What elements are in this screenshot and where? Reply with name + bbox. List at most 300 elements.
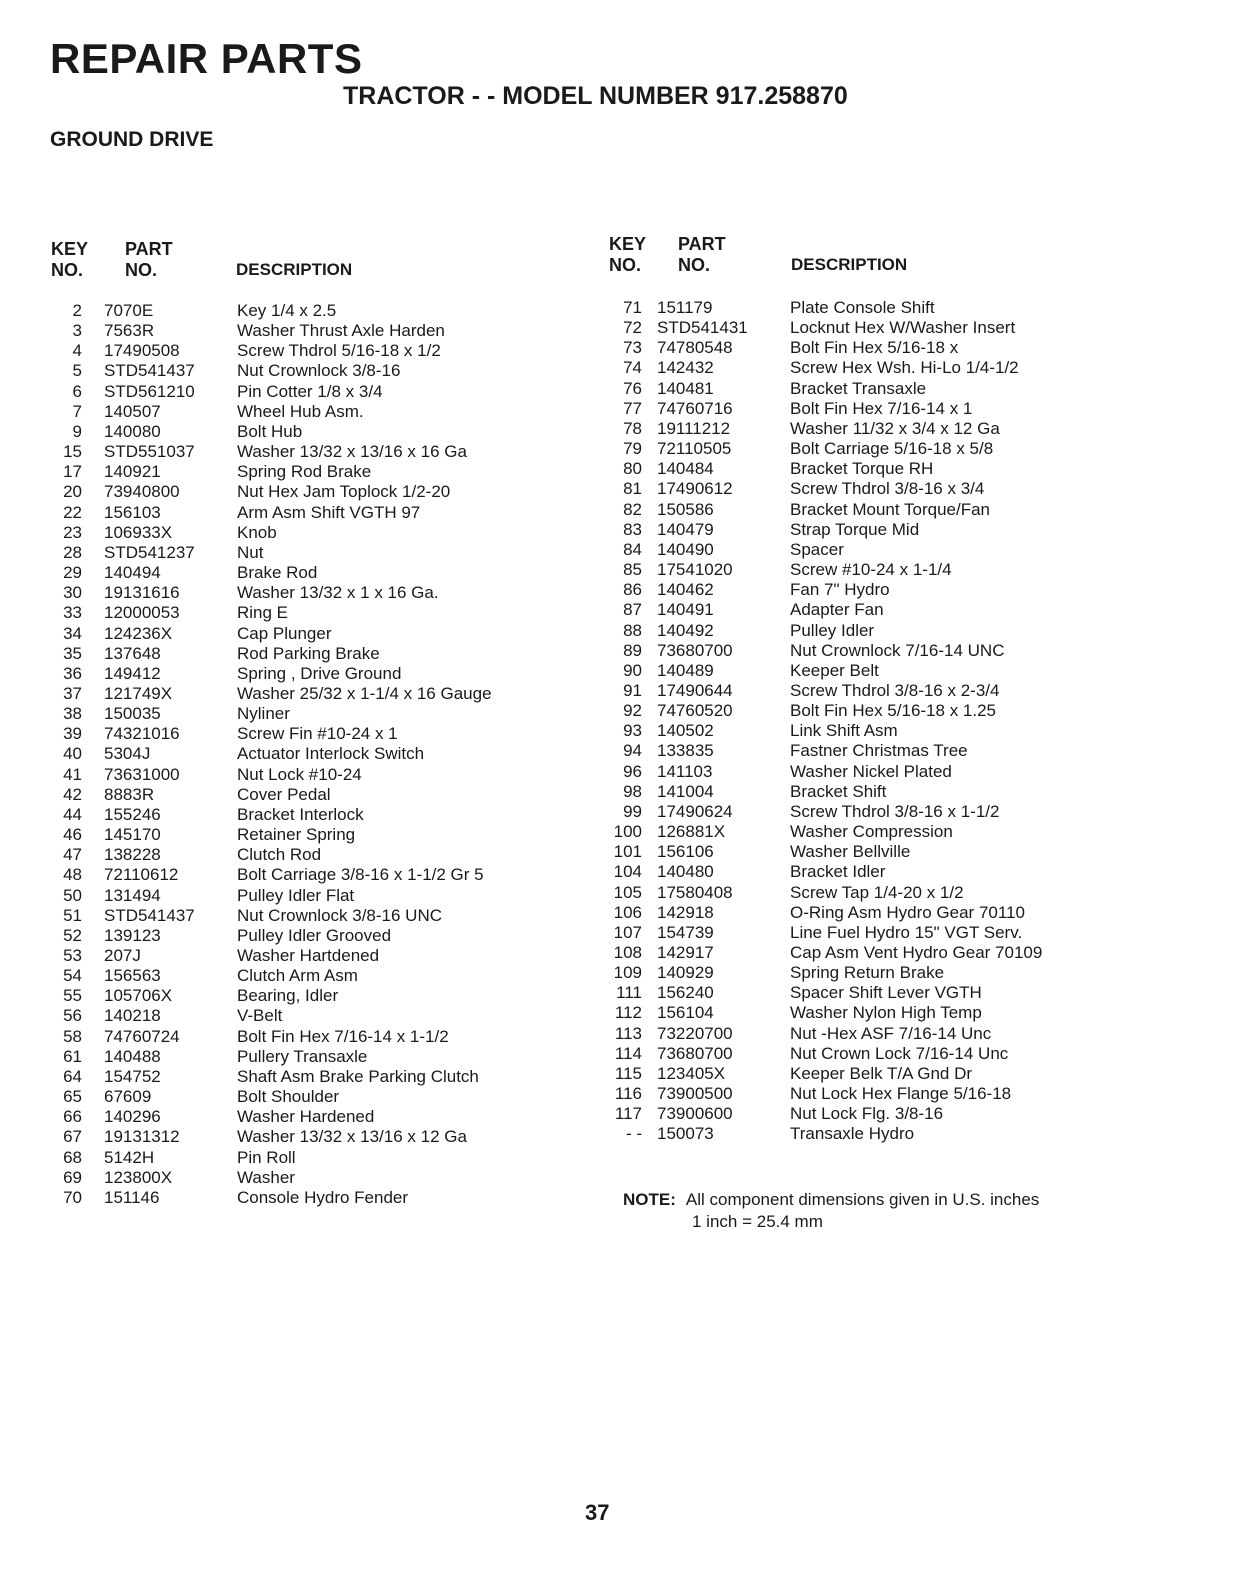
part-number: 73631000 — [104, 764, 180, 784]
table-row — [0, 1148, 600, 1168]
key-number: 29 — [63, 563, 82, 583]
table-row — [0, 684, 600, 704]
part-number: 19131312 — [104, 1127, 180, 1147]
key-number: 30 — [63, 583, 82, 603]
table-row — [600, 701, 1240, 721]
part-description: Washer Hartdened — [237, 946, 380, 965]
table-row — [600, 661, 1240, 681]
part-description: Bracket Idler — [790, 862, 886, 882]
key-number: 81 — [623, 479, 642, 499]
description-header: DESCRIPTION — [236, 260, 353, 279]
table-row — [600, 1124, 1240, 1144]
part-number: STD551037 — [104, 442, 195, 462]
part-number: 141004 — [657, 781, 714, 801]
part-description: Nyliner — [237, 704, 290, 724]
key-header-line2: NO. — [51, 260, 84, 280]
key-number: 28 — [63, 542, 82, 562]
table-row — [600, 318, 1240, 338]
table-row — [0, 301, 600, 321]
part-number: 151179 — [657, 298, 713, 317]
table-row — [0, 865, 600, 885]
part-description: Nut Crownlock 3/8-16 — [237, 361, 401, 381]
part-description: Shaft Asm Brake Parking Clutch — [237, 1066, 479, 1086]
table-row — [0, 624, 600, 644]
table-row — [600, 842, 1240, 862]
table-row — [0, 966, 600, 986]
part-number: 7563R — [104, 321, 155, 341]
part-number: 145170 — [104, 825, 161, 845]
table-row — [0, 1006, 600, 1026]
key-number: 115 — [614, 1063, 642, 1083]
part-description: Bolt Carriage 3/8-16 x 1-1/2 Gr 5 — [237, 865, 484, 885]
part-header-line1: PART — [678, 234, 726, 254]
table-row — [600, 621, 1240, 641]
key-number: 20 — [63, 482, 82, 502]
table-row — [0, 462, 600, 482]
key-number: 72 — [623, 318, 642, 338]
part-number: 17490624 — [657, 801, 733, 821]
part-description: Nut Crownlock 7/16-14 UNC — [790, 640, 1005, 660]
part-description: Bolt Fin Hex 7/16-14 x 1-1/2 — [237, 1026, 449, 1046]
key-number: 55 — [63, 986, 82, 1006]
part-number: 156240 — [657, 983, 714, 1003]
key-number: 117 — [614, 1104, 642, 1124]
table-row — [0, 1107, 600, 1127]
left-parts-list — [0, 301, 600, 1208]
key-number: 91 — [623, 680, 642, 700]
table-row — [600, 419, 1240, 439]
part-description: Keeper Belk T/A Gnd Dr — [790, 1063, 973, 1083]
part-description: Bracket Transaxle — [790, 378, 927, 398]
part-description: Bolt Fin Hex 5/16-18 x — [790, 338, 959, 358]
part-number: 139123 — [104, 925, 161, 945]
key-number: 58 — [63, 1026, 82, 1046]
key-number: 87 — [623, 600, 642, 620]
part-description: Nut Hex Jam Toplock 1/2-20 — [237, 482, 451, 502]
part-description: Knob — [237, 522, 277, 542]
key-number: 113 — [614, 1023, 642, 1043]
table-row — [0, 341, 600, 361]
table-row — [600, 741, 1240, 761]
table-row — [0, 422, 600, 442]
key-number: 33 — [63, 603, 82, 623]
part-description: Cap Plunger — [237, 623, 332, 643]
key-number: - - — [625, 1124, 642, 1144]
table-row — [0, 845, 600, 865]
key-number: 73 — [623, 338, 642, 358]
part-description: Pulley Idler — [790, 620, 875, 640]
part-description: Screw Thdrol 5/16-18 x 1/2 — [237, 341, 441, 361]
description-header: DESCRIPTION — [791, 255, 908, 274]
table-row — [600, 762, 1240, 782]
key-number: 46 — [63, 825, 82, 845]
table-row — [600, 1024, 1240, 1044]
part-number: 138228 — [104, 845, 161, 865]
part-description: Bracket Mount Torque/Fan — [790, 499, 991, 519]
part-description: Bolt Fin Hex 5/16-18 x 1.25 — [790, 701, 997, 721]
part-number: 5304J — [104, 744, 151, 764]
part-number: 140502 — [657, 721, 714, 741]
page-number: 37 — [585, 1500, 610, 1525]
key-number: 2 — [72, 301, 82, 320]
table-row — [600, 399, 1240, 419]
key-number: 94 — [623, 741, 642, 761]
part-number: 133835 — [657, 741, 714, 761]
table-row — [600, 520, 1240, 540]
part-number: 5142H — [104, 1147, 155, 1167]
table-row — [600, 681, 1240, 701]
table-row — [600, 782, 1240, 802]
table-row — [0, 825, 600, 845]
part-number: 140489 — [657, 660, 714, 680]
table-row — [0, 563, 600, 583]
part-description: Bolt Shoulder — [237, 1087, 340, 1107]
part-number: 124236X — [104, 623, 173, 643]
key-number: 84 — [623, 539, 642, 559]
table-row — [600, 963, 1240, 983]
key-number: 104 — [613, 862, 642, 882]
table-row — [600, 1104, 1240, 1124]
part-number: 154739 — [657, 922, 714, 942]
key-number: 78 — [623, 418, 642, 438]
table-row — [600, 903, 1240, 923]
key-number: 112 — [614, 1003, 642, 1023]
part-description: Washer 25/32 x 1-1/4 x 16 Gauge — [237, 683, 492, 703]
table-row — [600, 1003, 1240, 1023]
part-description: Transaxle Hydro — [790, 1124, 915, 1144]
part-number: 150035 — [104, 704, 161, 724]
part-number: 74760724 — [104, 1026, 180, 1046]
part-number: 142918 — [657, 902, 714, 922]
table-row — [0, 1067, 600, 1087]
part-number: 17490612 — [657, 479, 733, 499]
part-description: Bracket Shift — [790, 781, 887, 801]
part-description: Washer Compression — [790, 822, 953, 842]
key-number: 6 — [72, 381, 82, 401]
key-number: 35 — [63, 643, 82, 663]
key-number: 22 — [63, 502, 82, 522]
table-row — [600, 641, 1240, 661]
part-number: 8883R — [104, 784, 155, 804]
key-number: 39 — [63, 724, 82, 744]
part-number: 67609 — [104, 1087, 152, 1107]
table-row — [0, 744, 600, 764]
part-number: STD541237 — [104, 542, 195, 562]
key-number: 52 — [63, 925, 82, 945]
table-row — [0, 986, 600, 1006]
note — [623, 1189, 1040, 1231]
part-description: Washer Bellville — [790, 842, 911, 862]
key-number: 9 — [72, 421, 82, 441]
table-row — [600, 479, 1240, 499]
part-number: 150586 — [657, 499, 714, 519]
page-title: REPAIR PARTS — [50, 35, 363, 82]
part-description: Bracket Interlock — [237, 804, 364, 824]
key-number: 76 — [623, 378, 642, 398]
part-number: 141103 — [657, 761, 713, 781]
part-number: 12000053 — [104, 603, 180, 623]
part-description: Key 1/4 x 2.5 — [237, 301, 337, 320]
part-description: Screw Thdrol 3/8-16 x 2-3/4 — [790, 680, 1000, 700]
key-number: 5 — [72, 361, 82, 381]
key-number: 100 — [613, 822, 642, 842]
key-number: 42 — [63, 784, 82, 804]
table-row — [0, 1027, 600, 1047]
key-number: 89 — [623, 640, 642, 660]
part-description: Clutch Rod — [237, 845, 322, 865]
part-description: Washer 11/32 x 3/4 x 12 Ga — [790, 418, 1000, 438]
key-number: 54 — [63, 966, 82, 986]
table-row — [600, 298, 1240, 318]
part-description: Arm Asm Shift VGTH 97 — [237, 502, 421, 522]
key-number: 70 — [63, 1187, 82, 1207]
table-row — [600, 923, 1240, 943]
part-number: 74760520 — [657, 701, 733, 721]
part-number: 140080 — [104, 421, 161, 441]
part-number: STD541431 — [657, 318, 748, 338]
table-row — [0, 906, 600, 926]
table-row — [0, 543, 600, 563]
note-line2: 1 inch = 25.4 mm — [692, 1212, 823, 1231]
part-number: 140491 — [657, 600, 714, 620]
part-number: 140218 — [104, 1006, 161, 1026]
part-description: Pulley Idler Flat — [237, 885, 355, 905]
table-row — [600, 1084, 1240, 1104]
part-number: 74321016 — [104, 724, 180, 744]
part-number: 140488 — [104, 1046, 161, 1066]
table-row — [600, 822, 1240, 842]
part-description: Screw Fin #10-24 x 1 — [237, 724, 398, 744]
part-number: 140507 — [104, 401, 161, 421]
part-number: 19111212 — [657, 418, 731, 438]
table-row — [0, 321, 600, 341]
part-description: Pin Cotter 1/8 x 3/4 — [237, 381, 383, 401]
part-description: Screw Thdrol 3/8-16 x 3/4 — [790, 479, 985, 499]
part-number: 154752 — [104, 1066, 161, 1086]
part-number: 105706X — [104, 986, 173, 1006]
part-number: 74780548 — [657, 338, 733, 358]
part-number: 140479 — [657, 519, 714, 539]
part-description: Pulley Idler Grooved — [237, 925, 392, 945]
part-description: Clutch Arm Asm — [237, 966, 358, 986]
part-number: 17490508 — [104, 341, 180, 361]
part-number: 156103 — [104, 502, 161, 522]
table-row — [0, 1127, 600, 1147]
key-number: 82 — [623, 499, 642, 519]
part-number: 17490644 — [657, 680, 733, 700]
part-description: Plate Console Shift — [790, 298, 935, 317]
key-number: 98 — [623, 781, 642, 801]
key-number: 116 — [614, 1084, 642, 1104]
table-row — [0, 1188, 600, 1208]
table-row — [0, 805, 600, 825]
key-number: 3 — [72, 321, 82, 341]
part-number: 140494 — [104, 563, 161, 583]
part-description: Screw #10-24 x 1-1/4 — [790, 560, 952, 580]
part-number: STD561210 — [104, 381, 195, 401]
key-number: 111 — [616, 983, 642, 1003]
part-description: Ring E — [237, 603, 289, 623]
key-number: 88 — [623, 620, 642, 640]
part-description: Link Shift Asm — [790, 721, 898, 741]
table-row — [600, 459, 1240, 479]
part-description: Bolt Fin Hex 7/16-14 x 1 — [790, 398, 973, 418]
table-row — [0, 946, 600, 966]
part-description: Bolt Hub — [237, 421, 303, 441]
right-parts-list — [600, 298, 1240, 1145]
table-row — [0, 442, 600, 462]
key-number: 48 — [63, 865, 82, 885]
key-header-line2: NO. — [609, 255, 642, 275]
table-row — [0, 724, 600, 744]
part-header-line2: NO. — [678, 255, 711, 275]
part-number: 73220700 — [657, 1023, 733, 1043]
part-number: 137648 — [104, 643, 161, 663]
part-number: 156106 — [657, 842, 714, 862]
table-row — [0, 1087, 600, 1107]
table-row — [600, 943, 1240, 963]
table-row — [0, 583, 600, 603]
table-row — [600, 439, 1240, 459]
part-description: Strap Torque Mid — [790, 519, 920, 539]
table-row — [0, 886, 600, 906]
table-row — [0, 382, 600, 402]
table-row — [600, 338, 1240, 358]
part-number: 140929 — [657, 963, 714, 983]
part-description: Nut — [237, 542, 264, 562]
part-number: 73900500 — [657, 1084, 733, 1104]
part-number: 126881X — [657, 822, 726, 842]
table-row — [0, 523, 600, 543]
table-row — [600, 358, 1240, 378]
key-number: 71 — [623, 298, 642, 317]
table-row — [0, 503, 600, 523]
key-number: 50 — [63, 885, 82, 905]
part-number: 73680700 — [657, 640, 733, 660]
part-description: Actuator Interlock Switch — [237, 744, 425, 764]
part-description: Washer Nylon High Temp — [790, 1003, 982, 1023]
part-number: 73940800 — [104, 482, 180, 502]
part-description: Spring Rod Brake — [237, 462, 372, 482]
section-heading: GROUND DRIVE — [50, 128, 214, 151]
key-number: 67 — [63, 1127, 82, 1147]
part-number: 140480 — [657, 862, 714, 882]
part-description: Rod Parking Brake — [237, 643, 380, 663]
part-description: Adapter Fan — [790, 600, 884, 620]
part-number: 142917 — [657, 943, 714, 962]
part-number: 72110505 — [657, 439, 732, 459]
part-description: Cap Asm Vent Hydro Gear 70109 — [790, 943, 1043, 962]
key-number: 69 — [63, 1167, 82, 1187]
key-number: 86 — [623, 580, 642, 600]
table-row — [600, 379, 1240, 399]
key-number: 101 — [613, 842, 642, 862]
table-row — [600, 1064, 1240, 1084]
key-header-line1: KEY — [51, 239, 89, 259]
table-row — [600, 1044, 1240, 1064]
key-number: 105 — [613, 882, 642, 902]
part-number: 73680700 — [657, 1043, 733, 1063]
key-number: 79 — [623, 439, 642, 459]
part-number: 142432 — [657, 358, 714, 378]
part-number: 155246 — [104, 804, 161, 824]
part-description: Bearing, Idler — [237, 986, 339, 1006]
key-number: 61 — [63, 1046, 82, 1066]
table-row — [0, 603, 600, 623]
table-row — [600, 721, 1240, 741]
table-row — [600, 560, 1240, 580]
part-description: Pin Roll — [237, 1147, 296, 1167]
part-number: 140481 — [657, 378, 714, 398]
part-number: 121749X — [104, 683, 173, 703]
key-number: 17 — [63, 462, 82, 482]
key-number: 90 — [623, 660, 642, 680]
part-description: Washer Thrust Axle Harden — [237, 321, 445, 341]
part-description: Bolt Carriage 5/16-18 x 5/8 — [790, 439, 994, 459]
part-description: Nut Crownlock 3/8-16 UNC — [237, 905, 443, 925]
part-number: 131494 — [104, 885, 161, 905]
key-number: 4 — [72, 341, 82, 361]
part-description: V-Belt — [237, 1006, 283, 1026]
key-number: 15 — [63, 442, 82, 462]
key-number: 114 — [614, 1043, 642, 1063]
table-row — [0, 402, 600, 422]
part-number: 140296 — [104, 1107, 161, 1127]
key-number: 40 — [63, 744, 82, 764]
part-number: 17580408 — [657, 882, 733, 902]
part-number: 140492 — [657, 620, 714, 640]
key-number: 66 — [63, 1107, 82, 1127]
part-description: Nut Lock #10-24 — [237, 764, 362, 784]
key-number: 37 — [63, 683, 82, 703]
part-description: Spring , Drive Ground — [237, 663, 402, 683]
part-description: Bracket Torque RH — [790, 459, 934, 479]
table-row — [0, 765, 600, 785]
part-number: 151146 — [104, 1187, 160, 1207]
part-description: Pullery Transaxle — [237, 1046, 368, 1066]
part-description: Screw Hex Wsh. Hi-Lo 1/4-1/2 — [790, 358, 1019, 378]
part-number: 156104 — [657, 1003, 714, 1023]
key-number: 34 — [63, 623, 82, 643]
part-number: 207J — [104, 946, 141, 965]
key-number: 41 — [63, 764, 82, 784]
part-description: Retainer Spring — [237, 825, 356, 845]
table-row — [600, 983, 1240, 1003]
table-row — [0, 926, 600, 946]
part-description: Console Hydro Fender — [237, 1187, 409, 1207]
table-row — [600, 500, 1240, 520]
part-description: Washer 13/32 x 13/16 x 16 Ga — [237, 442, 467, 462]
part-number: 156563 — [104, 966, 161, 986]
key-number: 47 — [63, 845, 82, 865]
key-number: 65 — [63, 1087, 82, 1107]
part-number: 74760716 — [657, 398, 733, 418]
table-row — [0, 664, 600, 684]
part-description: Spacer Shift Lever VGTH — [790, 983, 982, 1003]
part-header-line2: NO. — [125, 260, 158, 280]
part-description: Spring Return Brake — [790, 963, 945, 983]
key-number: 7 — [72, 401, 82, 421]
key-number: 53 — [63, 946, 82, 965]
part-description: Wheel Hub Asm. — [237, 401, 364, 421]
part-description: Keeper Belt — [790, 660, 879, 680]
key-number: 85 — [623, 560, 642, 580]
key-number: 36 — [63, 663, 82, 683]
key-number: 51 — [63, 905, 82, 925]
part-description: Nut Lock Hex Flange 5/16-18 — [790, 1084, 1012, 1104]
part-description: Brake Rod — [237, 563, 318, 583]
part-number: STD541437 — [104, 905, 195, 925]
